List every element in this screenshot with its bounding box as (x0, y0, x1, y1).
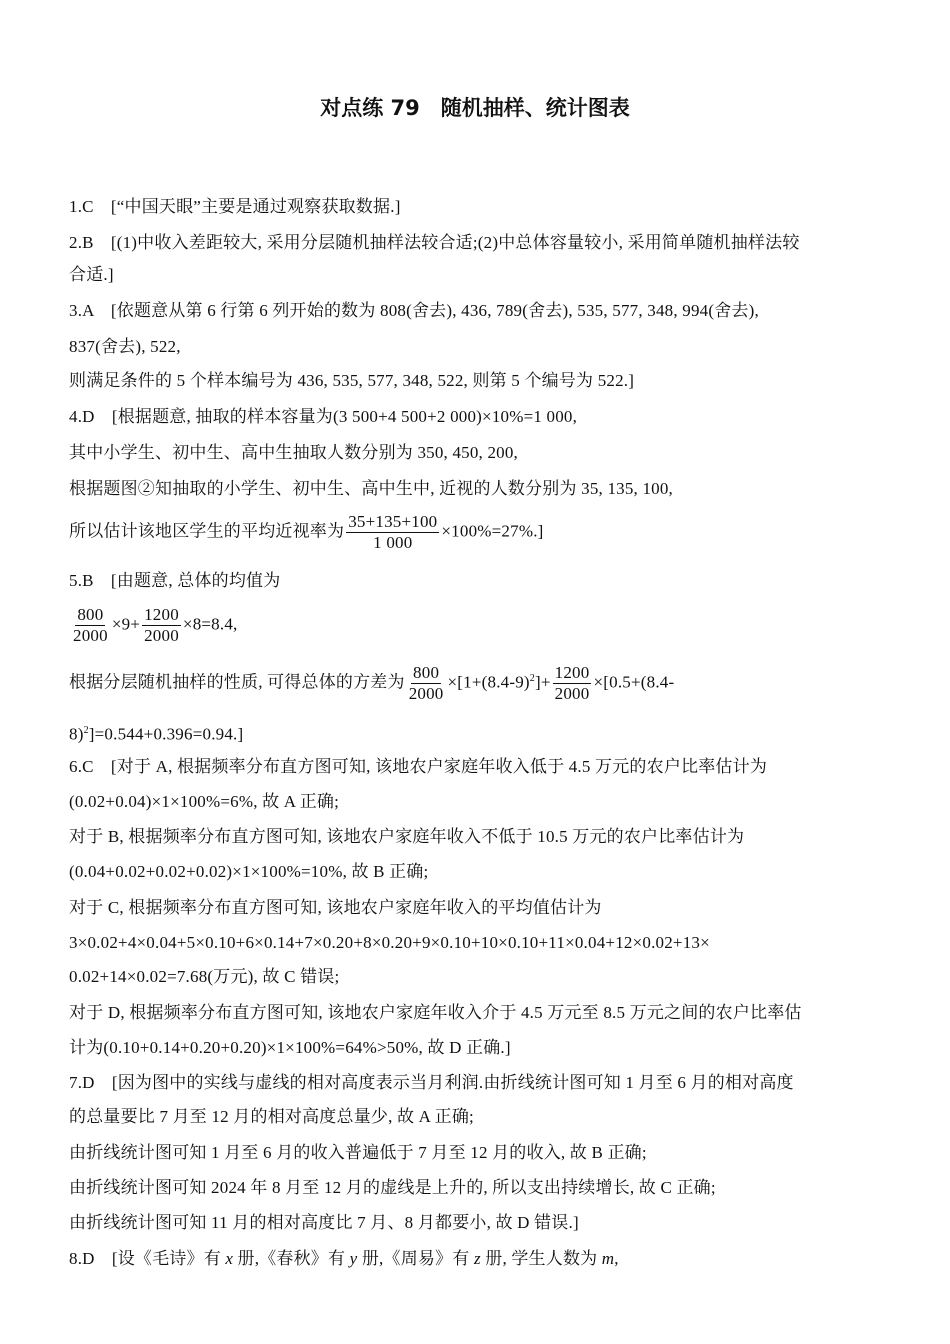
expr-part: ×9+ (111, 614, 141, 634)
fraction-numerator: 800 (77, 605, 104, 624)
fraction-numerator: 1200 (144, 605, 179, 624)
answer-6-line-2: (0.02+0.04)×1×100%=6%, 故 A 正确; (69, 792, 340, 811)
fraction-denominator: 1 000 (373, 533, 413, 552)
answer-6-line-1: 6.C [对于 A, 根据频率分布直方图可知, 该地农户家庭年收入低于 4.5 万元的农户比率估计为 (69, 757, 768, 776)
expr-part: ]+ (535, 672, 551, 692)
answer-7-line-4: 由折线统计图可知 2024 年 8 月至 12 月的虚线是上升的, 所以支出持续增长, 故 C 正确; (69, 1178, 716, 1197)
text-part: , (614, 1249, 619, 1268)
fraction-numerator: 800 (413, 663, 440, 682)
answer-4-line-3: 根据题图②知抽取的小学生、初中生、高中生中, 近视的人数分别为 35, 135, 100, (69, 479, 673, 498)
variable-m: m (601, 1249, 615, 1268)
fraction-denominator: 2000 (73, 626, 108, 645)
answer-6-line-5: 对于 C, 根据频率分布直方图可知, 该地农户家庭年收入的平均值估计为 (69, 898, 602, 917)
fraction-denominator: 2000 (554, 684, 590, 703)
answer-5-line-2 (69, 605, 884, 646)
answer-5-line-3 (69, 663, 884, 704)
answer-4-line-2: 其中小学生、初中生、高中生抽取人数分别为 350, 450, 200, (69, 443, 518, 462)
fraction-denominator: 2000 (144, 626, 179, 645)
answer-8-line-1 (69, 1248, 884, 1270)
fraction-numerator: 35+135+100 (348, 512, 438, 531)
answer-5-text: 根据分层随机抽样的性质, 可得总体的方差为 (69, 672, 405, 692)
expr-part: ×[0.5+(8.4- (593, 672, 675, 692)
answer-6-line-6: 3×0.02+4×0.04+5×0.10+6×0.14+7×0.20+8×0.20+9×0.10+10×0.10+11×0.04+12×0.02+13× (69, 933, 710, 952)
answer-3-line-2: 837(舍去), 522, (69, 337, 181, 356)
answer-6-line-9: 计为(0.10+0.14+0.20+0.20)×1×100%=64%>50%, 故 D 正确.] (69, 1038, 511, 1057)
variable-z: z (473, 1249, 481, 1268)
answer-7-line-2: 的总量要比 7 月至 12 月的相对高度总量少, 故 A 正确; (69, 1107, 474, 1126)
variable-y: y (349, 1249, 358, 1268)
answer-6-line-8: 对于 D, 根据频率分布直方图可知, 该地农户家庭年收入介于 4.5 万元至 8.5 万元之间的农户比率估 (69, 1003, 802, 1022)
fraction-numerator: 1200 (554, 663, 590, 682)
exponent: 2 (529, 672, 535, 684)
expr-part: ×[1+(8.4-9) (447, 672, 530, 692)
answer-5-line-4 (69, 720, 884, 746)
answer-6-line-4: (0.04+0.02+0.02+0.02)×1×100%=10%, 故 B 正确; (69, 862, 429, 881)
answer-1: 1.C [“中国天眼”主要是通过观察获取数据.] (69, 197, 401, 216)
answer-7-line-1: 7.D [因为图中的实线与虚线的相对高度表示当月利润.由折线统计图可知 1 月至 6 月的相对高度 (69, 1073, 794, 1092)
fraction-1200-2000 (142, 605, 181, 646)
answer-4-line-1: 4.D [根据题意, 抽取的样本容量为(3 500+4 500+2 000)×10%=1 000, (69, 407, 578, 426)
expr-part: ]=0.544+0.396=0.94.] (88, 724, 244, 744)
text-part: 册,《春秋》有 (233, 1249, 350, 1268)
answer-6-line-3: 对于 B, 根据频率分布直方图可知, 该地农户家庭年收入不低于 10.5 万元的农户比率估计为 (69, 827, 745, 846)
answer-7-line-3: 由折线统计图可知 1 月至 6 月的收入普遍低于 7 月至 12 月的收入, 故 B 正确; (69, 1143, 647, 1162)
expr-part: 8) (69, 724, 84, 744)
answer-4-result: ×100%=27%.] (441, 521, 544, 541)
answer-6-line-7: 0.02+14×0.02=7.68(万元), 故 C 错误; (69, 967, 340, 986)
fraction-800-2000 (407, 663, 446, 704)
answer-5-line-1: 5.B [由题意, 总体的均值为 (69, 571, 281, 590)
answer-3-line-1: 3.A [依题意从第 6 行第 6 列开始的数为 808(舍去), 436, 789(舍去), 535, 577, 348, 994(舍去), (69, 301, 759, 320)
text-part: 册, 学生人数为 (480, 1249, 602, 1268)
fraction-rate (346, 512, 439, 553)
fraction-1200-2000 (553, 663, 592, 704)
answer-4-line-4 (69, 512, 884, 553)
page-title: 对点练 79 随机抽样、统计图表 (320, 96, 630, 120)
answer-3-line-3: 则满足条件的 5 个样本编号为 436, 535, 577, 348, 522, 则第 5 个编号为 522.] (69, 371, 635, 390)
answer-4-text: 所以估计该地区学生的平均近视率为 (69, 521, 345, 541)
fraction-denominator: 2000 (408, 684, 444, 703)
variable-x: x (225, 1249, 234, 1268)
text-part: 册,《周易》有 (357, 1249, 474, 1268)
answer-2-line-2: 合适.] (69, 265, 114, 284)
answer-2-line-1: 2.B [(1)中收入差距较大, 采用分层随机抽样法较合适;(2)中总体容量较小, 采用简单随机抽样法较 (69, 233, 800, 252)
text-part: 8.D [设《毛诗》有 (69, 1249, 226, 1268)
exponent: 2 (83, 725, 89, 736)
fraction-800-2000 (71, 605, 110, 646)
expr-part: ×8=8.4, (182, 614, 238, 634)
answer-7-line-5: 由折线统计图可知 11 月的相对高度比 7 月、8 月都要小, 故 D 错误.] (69, 1213, 579, 1232)
